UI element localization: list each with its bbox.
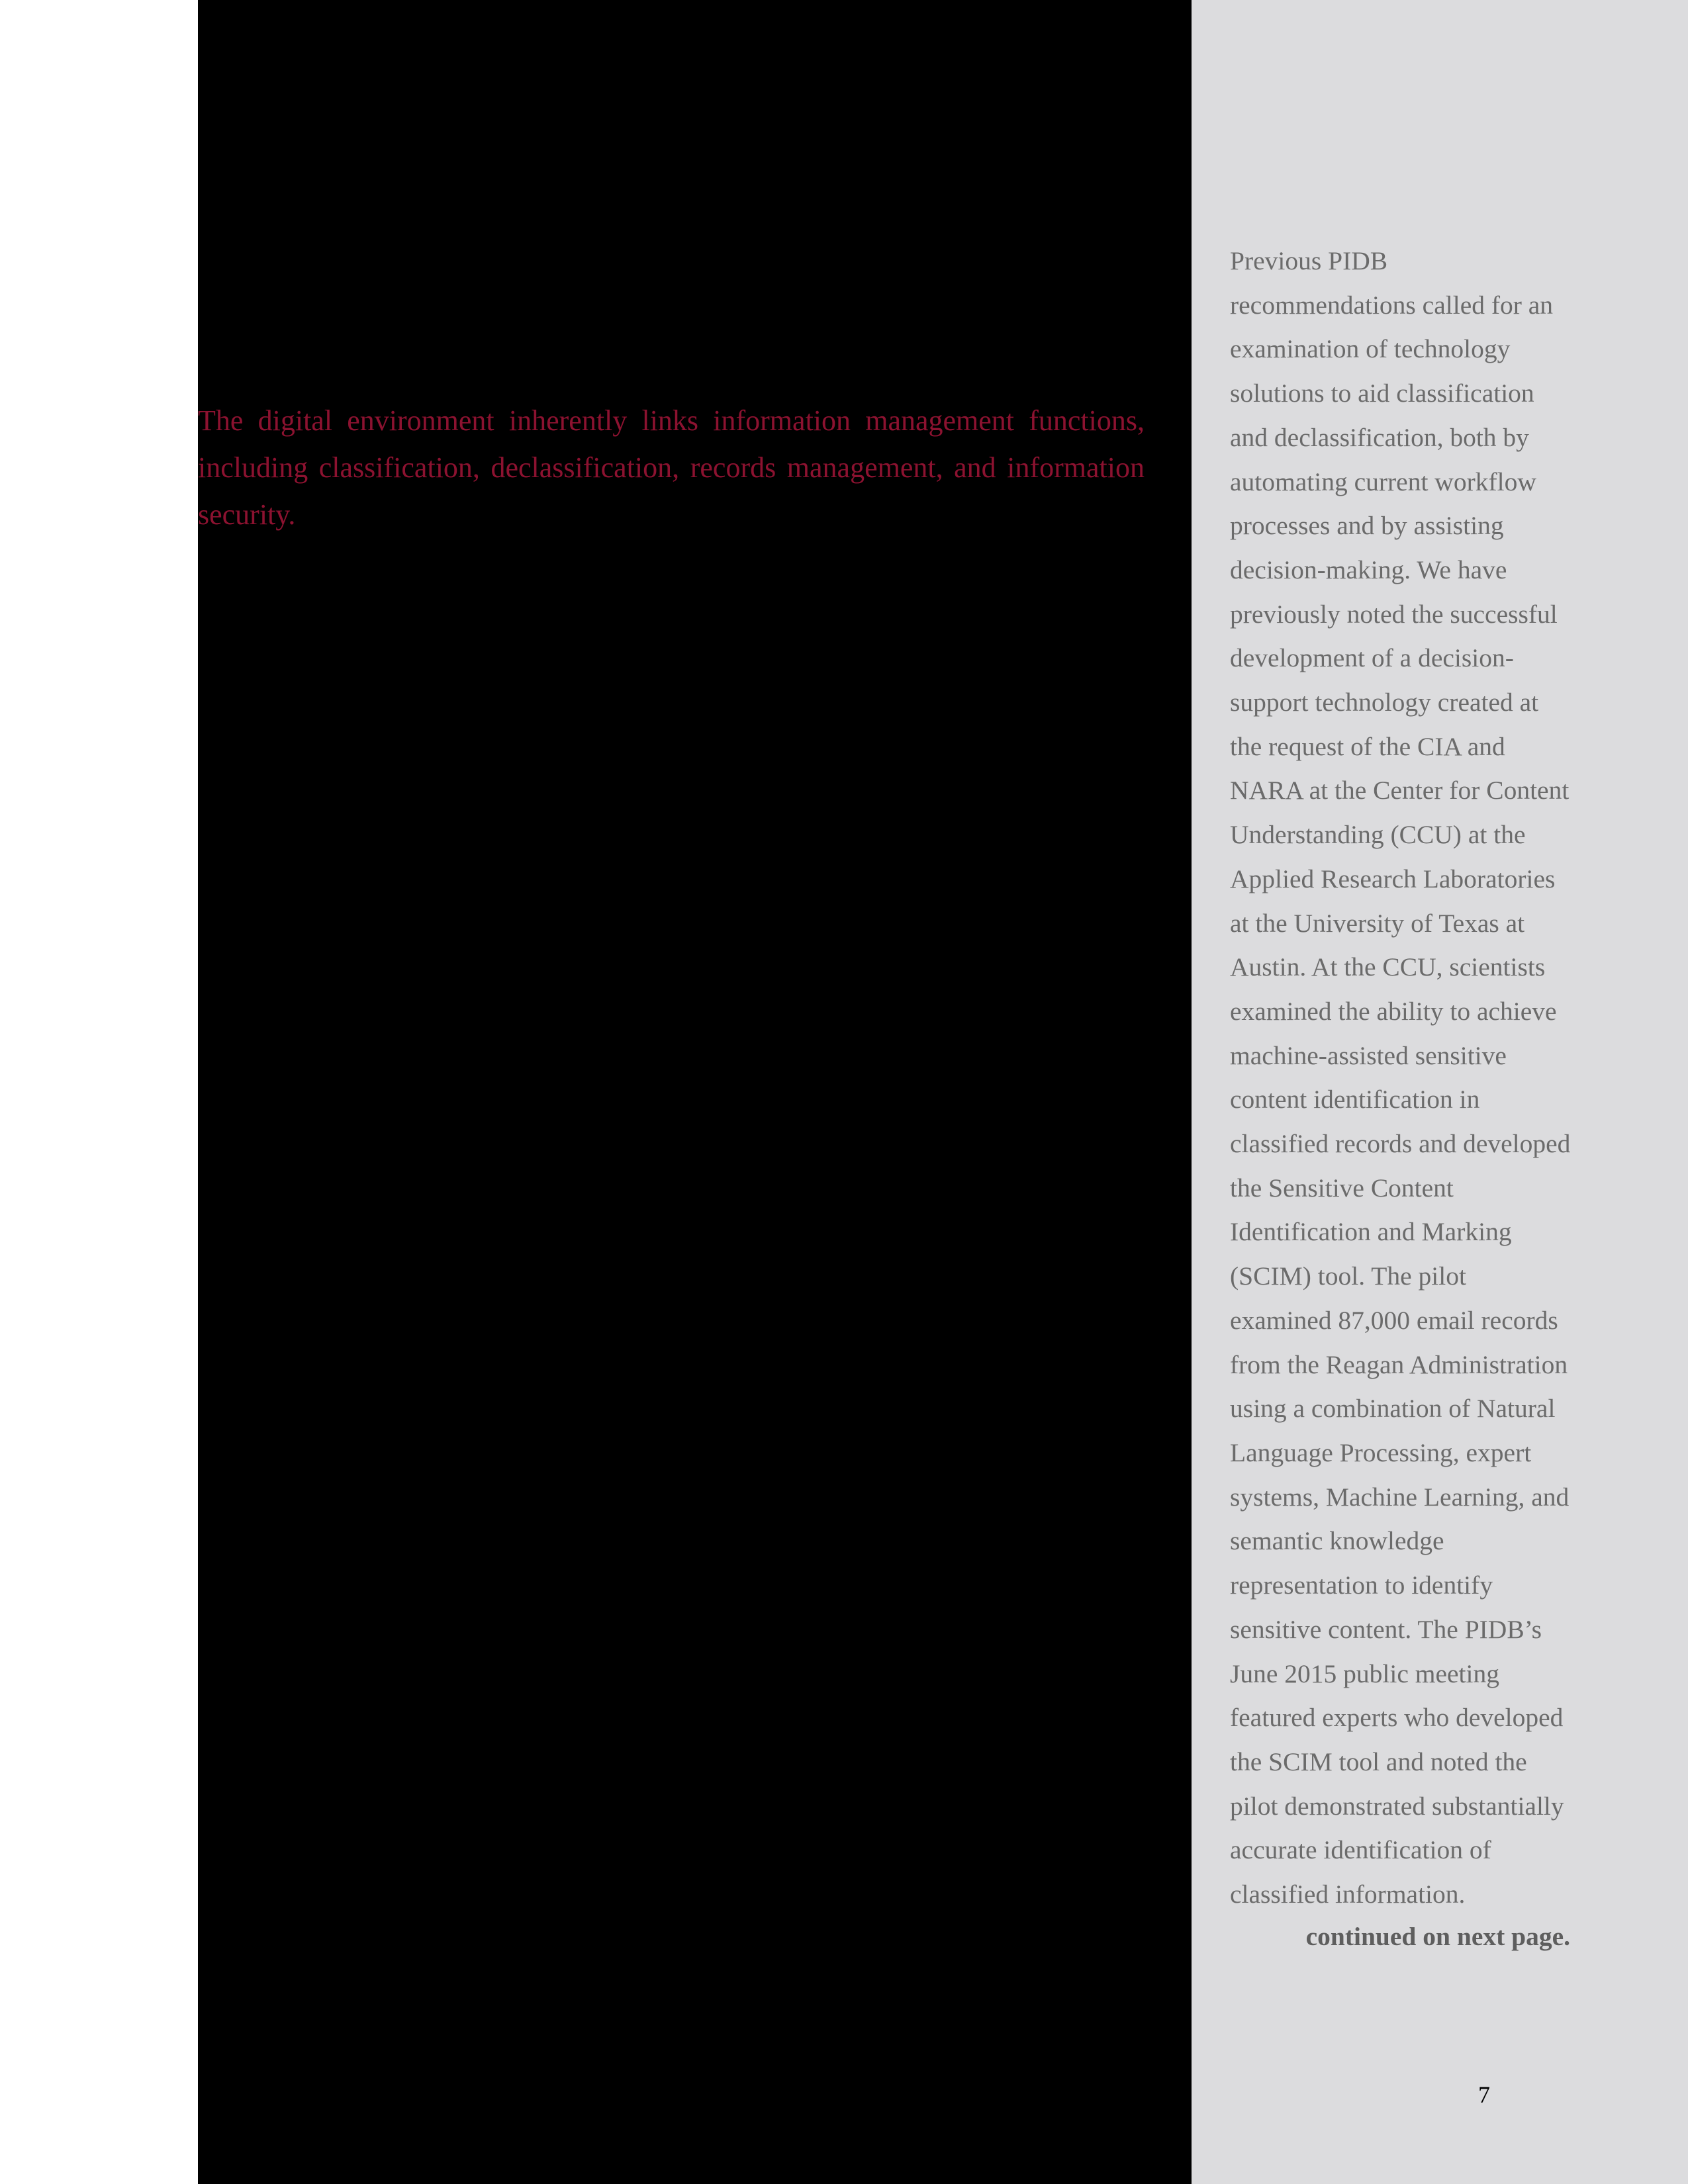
black-feature-panel bbox=[198, 0, 1192, 2184]
page-number: 7 bbox=[1478, 2081, 1490, 2108]
continued-notice: continued on next page. bbox=[1305, 1922, 1570, 1951]
sidebar-body-text: Previous PIDB recommendations called for an examination of technology solutions to aid classification and declassification, both by automating current workflow processes and by assisting decision-making. We have previously noted the successful development of a decision-support technology created at the request of the CIA and NARA at the Center for Content Understanding (CCU) at the Applied Research Laboratories at the University of Texas at Austin. At the CCU, scientists examined the ability to achieve machine-assisted sensitive content identification in classified records and developed the Sensitive Content Identification and Marking (SCIM) tool. The pilot examined 87,000 email records from the Reagan Administration using a combination of Natural Language Processing, expert systems, Machine Learning, and semantic knowledge representation to identify sensitive content. The PIDB’s June 2015 public meeting featured experts who developed the SCIM tool and noted the pilot demonstrated substantially accurate identification of classified information. bbox=[1230, 246, 1571, 1909]
pull-quote: The digital environment inherently links information management functions, including classification, declassification, records management, and information security. bbox=[198, 404, 1145, 531]
